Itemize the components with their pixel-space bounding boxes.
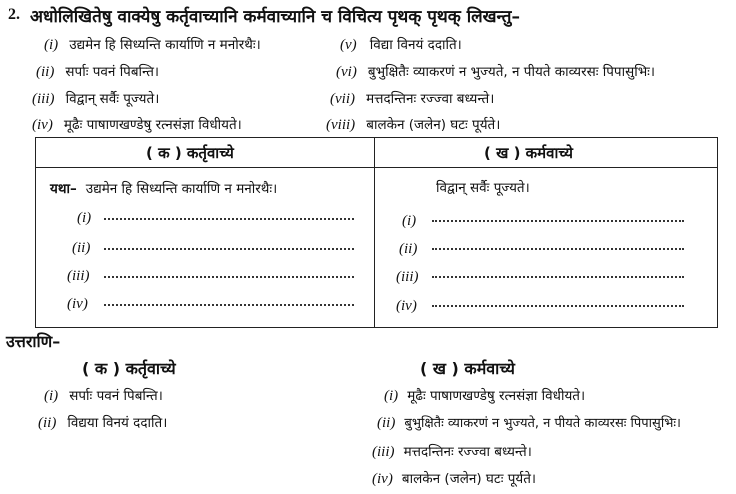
blank-line: [432, 276, 684, 278]
row-label-col1: (ii): [72, 240, 91, 256]
answers-col2-header: ( ख ) कर्मवाच्ये: [420, 359, 515, 378]
answer-col2-item: (iii) मत्तदन्तिनः रज्ज्वा बध्यन्ते।: [372, 444, 532, 460]
row-label-col2: (ii): [399, 241, 418, 257]
answer-col1-item: (ii) विद्यया विनयं ददाति।: [38, 415, 168, 431]
question-item-5: (v) विद्या विनयं ददाति।: [340, 37, 462, 53]
answer-col2-item: (ii) बुभुक्षितैः व्याकरणं न भुज्यते, न पीयते काव्यरसः पिपासुभिः।: [377, 415, 681, 431]
blank-line: [432, 305, 684, 307]
table-example: यथा– उद्यमेन हि सिध्यन्ति कार्याणि न मनोरथैः।: [50, 181, 278, 197]
table-col2-example: विद्वान् सर्वैः पूज्यते।: [436, 180, 530, 196]
row-label-col1: (iii): [67, 268, 90, 284]
table-header-divider: [35, 167, 718, 168]
question-item-8: (viii) बालकेन (जलेन) घटः पूर्यते।: [326, 117, 501, 133]
question-item-1: (i) उद्यमेन हि सिध्यन्ति कार्याणि न मनोरथैः।: [44, 37, 261, 53]
blank-line: [104, 304, 354, 306]
blank-line: [104, 276, 354, 278]
question-number: 2.: [8, 6, 20, 23]
question-item-2: (ii) सर्पाः पवनं पिबन्ति।: [36, 64, 160, 80]
blank-line: [104, 218, 354, 220]
table-column-divider: [374, 137, 375, 328]
table-col1-header: ( क ) कर्तृवाच्ये: [146, 144, 234, 162]
blank-line: [432, 220, 684, 222]
row-label-col2: (i): [402, 213, 417, 229]
answer-col2-item: (i) मूढैः पाषाणखण्डेषु रत्नसंज्ञा विधीयते।: [384, 388, 586, 404]
answers-title: उत्तराणि–: [6, 332, 61, 351]
row-label-col2: (iv): [396, 298, 417, 314]
row-label-col2: (iii): [396, 269, 419, 285]
question-item-3: (iii) विद्वान् सर्वैः पूज्यते।: [32, 91, 160, 107]
row-label-col1: (i): [77, 210, 92, 226]
question-instruction: अधोलिखितेषु वाक्येषु कर्तृवाच्यानि कर्मवाच्यानि च विचित्य पृथक् पृथक् लिखन्तु–: [30, 7, 520, 27]
question-item-6: (vi) बुभुक्षितैः व्याकरणं न भुज्यते, न पीयते काव्यरसः पिपासुभिः।: [336, 64, 656, 80]
answer-col1-item: (i) सर्पाः पवनं पिबन्ति।: [44, 388, 163, 404]
question-item-4: (iv) मूढैः पाषाणखण्डेषु रत्नसंज्ञा विधीयते।: [32, 117, 242, 133]
answers-col1-header: ( क ) कर्तृवाच्ये: [82, 359, 176, 378]
row-label-col1: (iv): [67, 296, 88, 312]
blank-line: [104, 248, 354, 250]
answer-col2-item: (iv) बालकेन (जलेन) घटः पूर्यते।: [372, 471, 537, 487]
question-item-7: (vii) मत्तदन्तिनः रज्ज्वा बध्यन्ते।: [330, 91, 495, 107]
table-col2-header: ( ख ) कर्मवाच्ये: [484, 144, 574, 162]
blank-line: [432, 248, 684, 250]
answer-table: [35, 137, 718, 328]
